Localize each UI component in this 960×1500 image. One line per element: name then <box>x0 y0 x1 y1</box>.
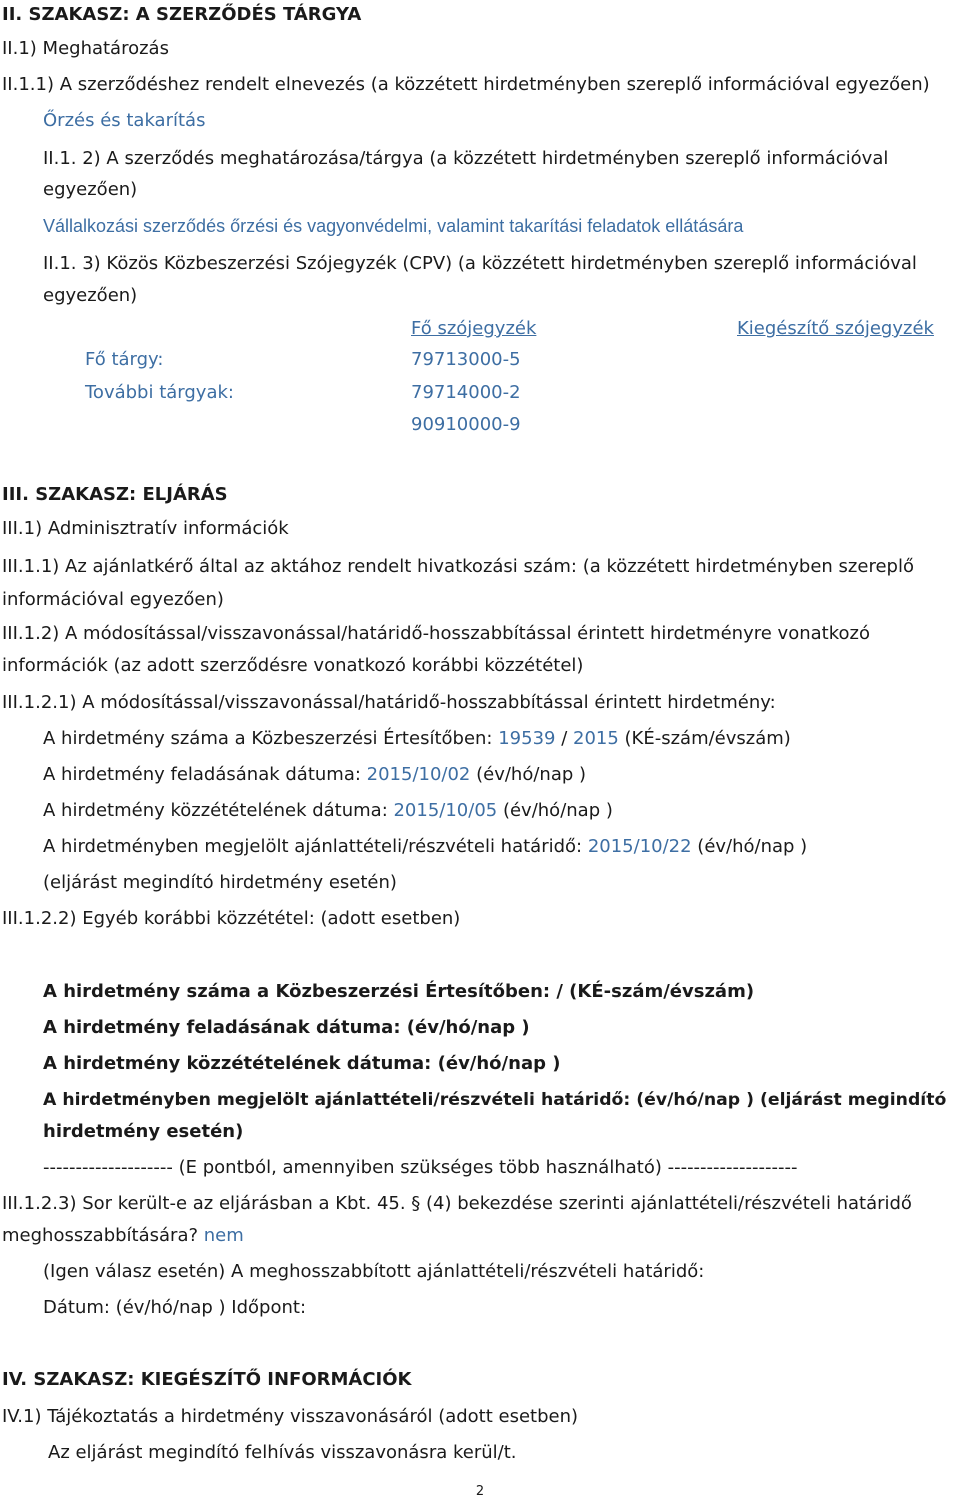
affected-notice-line2: információk (az adott szerződésre vonatkozó korábbi közzététel) <box>2 655 584 676</box>
notice-number-year: 2015 <box>573 728 619 749</box>
other-notice-deadline-line2: hirdetmény esetén) <box>43 1121 244 1142</box>
contract-subject-label-line2: egyezően) <box>43 179 138 200</box>
notice-published-suffix: (év/hó/nap ) <box>497 800 613 821</box>
notice-number-value: 19539 <box>498 728 556 749</box>
reference-number-line2: információval egyezően) <box>2 589 224 610</box>
notice-sent-row <box>43 764 586 786</box>
page-number: 2 <box>475 1484 485 1499</box>
affected-notice-line1: III.1.2) A módosítással/visszavonással/határidő-hosszabbítással érintett hirdetményre vonatkozó <box>2 623 870 644</box>
extended-deadline-label: (Igen válasz esetén) A meghosszabbított ajánlattételi/részvételi határidő: <box>43 1261 705 1282</box>
other-notice-number: A hirdetmény száma a Közbeszerzési Értesítőben: / (KÉ-szám/évszám) <box>43 981 755 1002</box>
deadline-date: 2015/10/22 <box>587 836 692 857</box>
section-4-title: IV. SZAKASZ: KIEGÉSZÍTŐ INFORMÁCIÓK <box>2 1369 412 1390</box>
notice-number-sep: / <box>555 728 573 749</box>
deadline-label: A hirdetményben megjelölt ajánlattételi/részvételi határidő: <box>43 836 588 857</box>
definition-heading: II.1) Meghatározás <box>2 38 169 59</box>
cpv-additional-code-1: 79714000-2 <box>411 382 521 403</box>
other-notice-sent: A hirdetmény feladásának dátuma: (év/hó/nap ) <box>43 1017 530 1038</box>
cpv-main-object-code: 79713000-5 <box>411 349 521 370</box>
deadline-extension-question-line1: III.1.2.3) Sor került-e az eljárásban a Kbt. 45. § (4) bekezdése szerinti ajánlattételi/részvételi határidő <box>2 1193 912 1214</box>
notice-published-label: A hirdetmény közzétételének dátuma: <box>43 800 394 821</box>
affected-notice-heading: III.1.2.1) A módosítással/visszavonással/határidő-hosszabbítással érintett hirdetmény: <box>2 692 776 713</box>
date-time-label: Dátum: (év/hó/nap ) Időpont: <box>43 1297 307 1318</box>
deadline-suffix: (év/hó/nap ) <box>691 836 808 857</box>
withdrawal-info-value: Az eljárást megindító felhívás visszavonásra kerül/t. <box>48 1442 517 1463</box>
cpv-main-vocabulary-header: Fő szójegyzék <box>411 318 537 339</box>
notice-number-label: A hirdetmény száma a Közbeszerzési Értesítőben: <box>43 728 499 749</box>
deadline-extension-question-label: meghosszabbítására? <box>2 1225 204 1246</box>
separator-line: -------------------- (E pontból, amennyiben szükséges több használható) -------------------- <box>43 1157 798 1178</box>
contract-name-value: Őrzés és takarítás <box>43 110 206 131</box>
section-2-title: II. SZAKASZ: A SZERZŐDÉS TÁRGYA <box>2 4 362 25</box>
contract-subject-label-line1: II.1. 2) A szerződés meghatározása/tárgya (a közzétett hirdetményben szereplő információval <box>43 148 889 169</box>
contract-subject-value: Vállalkozási szerződés őrzési és vagyonvédelmi, valamint takarítási feladatok ellátására <box>43 216 744 236</box>
section-3-title: III. SZAKASZ: ELJÁRÁS <box>2 484 228 505</box>
notice-sent-suffix: (év/hó/nap ) <box>470 764 587 785</box>
deadline-extension-answer: nem <box>203 1225 244 1246</box>
cpv-supplementary-vocabulary-header: Kiegészítő szójegyzék <box>737 318 934 339</box>
other-notice-published: A hirdetmény közzétételének dátuma: (év/hó/nap ) <box>43 1053 561 1074</box>
deadline-note: (eljárást megindító hirdetmény esetén) <box>43 872 397 893</box>
withdrawal-info-heading: IV.1) Tájékoztatás a hirdetmény visszavonásáról (adott esetben) <box>2 1406 579 1427</box>
cpv-main-object-label: Fő tárgy: <box>85 349 164 370</box>
deadline-extension-question-line2 <box>2 1225 244 1247</box>
notice-published-date: 2015/10/05 <box>393 800 498 821</box>
notice-published-row <box>43 800 613 822</box>
notice-number-suffix: (KÉ-szám/évszám) <box>618 728 791 749</box>
notice-sent-date: 2015/10/02 <box>366 764 471 785</box>
cpv-additional-objects-label: További tárgyak: <box>85 382 234 403</box>
other-publication-heading: III.1.2.2) Egyéb korábbi közzététel: (adott esetben) <box>2 908 461 929</box>
reference-number-line1: III.1.1) Az ajánlatkérő által az aktához rendelt hivatkozási szám: (a közzétett hirdetményben szereplő <box>2 556 914 577</box>
cpv-label-line1: II.1. 3) Közös Közbeszerzési Szójegyzék (CPV) (a közzétett hirdetményben szereplő információval <box>43 253 917 274</box>
notice-number-row <box>43 728 791 750</box>
deadline-row <box>43 836 807 858</box>
contract-name-label: II.1.1) A szerződéshez rendelt elnevezés (a közzétett hirdetményben szereplő információval egyezően) <box>2 74 930 95</box>
notice-sent-label: A hirdetmény feladásának dátuma: <box>43 764 367 785</box>
other-notice-deadline-line1: A hirdetményben megjelölt ajánlattételi/részvételi határidő: (év/hó/nap ) (eljárást megindító <box>43 1090 947 1110</box>
cpv-label-line2: egyezően) <box>43 285 138 306</box>
cpv-additional-code-2: 90910000-9 <box>411 414 521 435</box>
admin-info-heading: III.1) Adminisztratív információk <box>2 518 289 539</box>
